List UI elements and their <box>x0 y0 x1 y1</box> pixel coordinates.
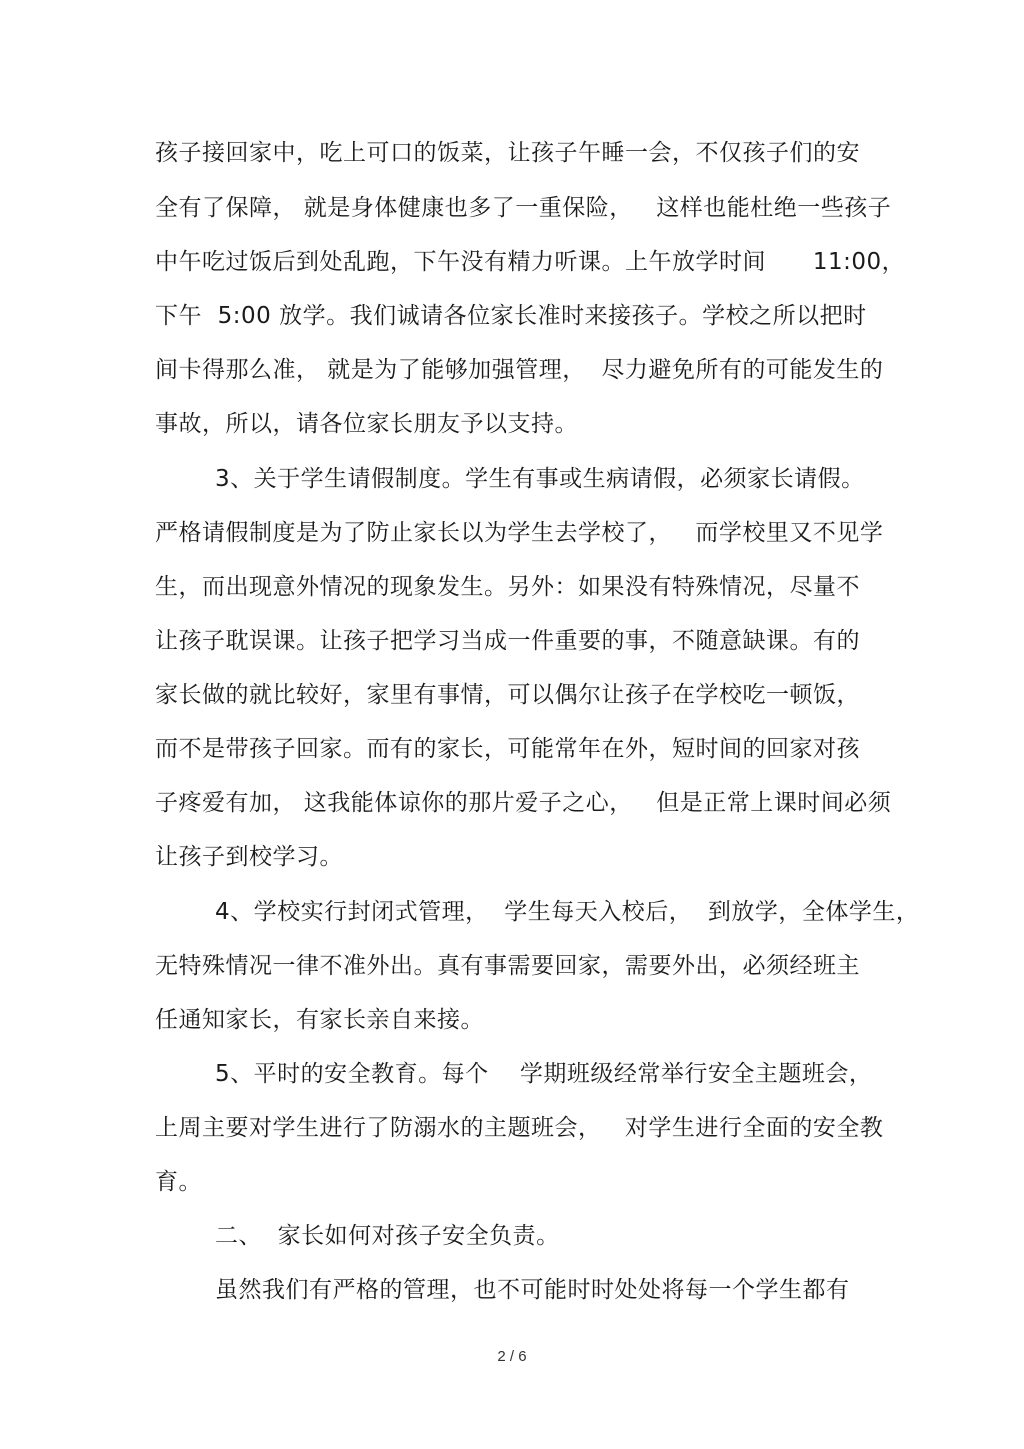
text-line: 虽然我们有严格的管理，也不可能时时处处将每一个学生都有 <box>215 1277 850 1303</box>
text-line: 间卡得那么准， 就是为了能够加强管理， 尽力避免所有的可能发生的 <box>155 357 884 383</box>
text-line: 严格请假制度是为了防止家长以为学生去学校了， 而学校里又不见学 <box>155 520 884 546</box>
text-line: 事故，所以，请各位家长朋友予以支持。 <box>155 411 578 437</box>
text-line: 子疼爱有加， 这我能体谅你的那片爱子之心， 但是正常上课时间必须 <box>155 790 892 816</box>
text-line: 孩子接回家中，吃上可口的饭菜，让孩子午睡一会，不仅孩子们的安 <box>155 140 860 166</box>
text-line: 生，而出现意外情况的现象发生。另外：如果没有特殊情况，尽量不 <box>155 574 860 600</box>
text-line: 无特殊情况一律不准外出。真有事需要回家，需要外出，必须经班主 <box>155 953 860 979</box>
text-line: 上周主要对学生进行了防溺水的主题班会， 对学生进行全面的安全教 <box>155 1115 884 1141</box>
text-line: 而不是带孩子回家。而有的家长，可能常年在外，短时间的回家对孩 <box>155 736 860 762</box>
text-line: 家长做的就比较好，家里有事情，可以偶尔让孩子在学校吃一顿饭， <box>155 682 860 708</box>
text-line: 让孩子耽误课。让孩子把学习当成一件重要的事，不随意缺课。有的 <box>155 628 860 654</box>
section-heading: 二、 家长如何对孩子安全负责。 <box>215 1223 560 1249</box>
paragraph-heading: 5、平时的安全教育。每个 学期班级经常举行安全主题班会， <box>215 1061 873 1087</box>
text-line: 让孩子到校学习。 <box>155 844 343 870</box>
text-line: 任通知家长，有家长亲自来接。 <box>155 1007 484 1033</box>
paragraph-heading: 3、关于学生请假制度。学生有事或生病请假，必须家长请假。 <box>215 466 865 492</box>
page-number: 2 / 6 <box>497 1348 527 1365</box>
text-line: 中午吃过饭后到处乱跑，下午没有精力听课。上午放学时间 11:00， <box>155 249 906 275</box>
text-line: 下午 5:00 放学。我们诚请各位家长准时来接孩子。学校之所以把时 <box>155 303 867 329</box>
paragraph-heading: 4、学校实行封闭式管理， 学生每天入校后， 到放学，全体学生， <box>215 899 920 925</box>
text-line: 全有了保障， 就是身体健康也多了一重保险， 这样也能杜绝一些孩子 <box>155 195 892 221</box>
text-line: 育。 <box>155 1169 202 1195</box>
